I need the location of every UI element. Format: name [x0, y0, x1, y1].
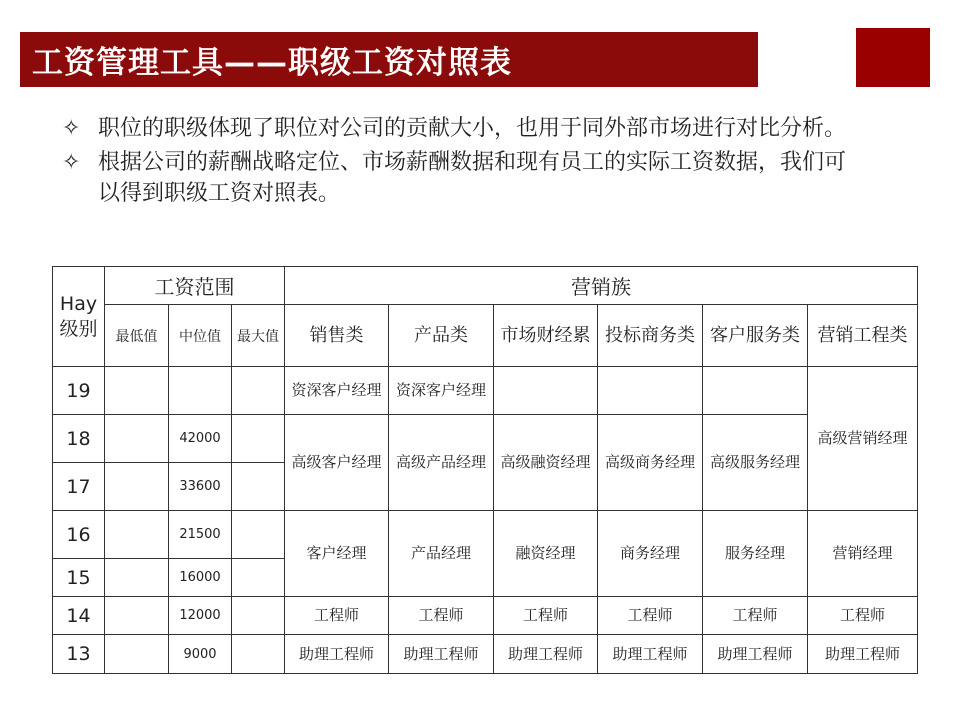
salary-grade-table — [52, 266, 918, 674]
role-cell: 工程师 — [808, 597, 918, 635]
min-cell — [105, 511, 169, 559]
max-cell — [232, 635, 285, 674]
mid-cell: 16000 — [169, 559, 232, 597]
bullet-item — [62, 147, 862, 209]
role-cell: 工程师 — [285, 597, 389, 635]
min-cell — [105, 597, 169, 635]
role-cell: 工程师 — [598, 597, 703, 635]
level-cell: 19 — [53, 367, 105, 415]
mid-cell: 21500 — [169, 511, 232, 559]
table-row — [53, 597, 918, 635]
max-cell — [232, 367, 285, 415]
max-cell — [232, 511, 285, 559]
role-cell: 高级融资经理 — [494, 415, 598, 511]
role-cell: 高级商务经理 — [598, 415, 703, 511]
level-cell: 18 — [53, 415, 105, 463]
role-cell: 商务经理 — [598, 511, 703, 597]
level-cell: 17 — [53, 463, 105, 511]
role-cell: 产品经理 — [389, 511, 494, 597]
min-cell — [105, 635, 169, 674]
role-cell: 工程师 — [494, 597, 598, 635]
level-cell: 14 — [53, 597, 105, 635]
role-cell: 资深客户经理 — [285, 367, 389, 415]
level-cell: 15 — [53, 559, 105, 597]
role-cell: 助理工程师 — [703, 635, 808, 674]
mid-cell: 33600 — [169, 463, 232, 511]
role-cell: 融资经理 — [494, 511, 598, 597]
decorative-square — [856, 28, 930, 87]
title-bar — [20, 32, 758, 87]
bullet-item — [62, 113, 862, 144]
role-cell: 助理工程师 — [285, 635, 389, 674]
min-cell — [105, 367, 169, 415]
role-cell: 工程师 — [703, 597, 808, 635]
role-cell: 客户经理 — [285, 511, 389, 597]
mid-cell — [169, 367, 232, 415]
diamond-star-icon: ✧ — [62, 116, 81, 141]
role-cell: 资深客户经理 — [389, 367, 494, 415]
category-header: 客户服务类 — [703, 305, 808, 367]
bullet-text: 职位的职级体现了职位对公司的贡献大小，也用于同外部市场进行对比分析。 — [98, 116, 847, 141]
role-cell: 助理工程师 — [389, 635, 494, 674]
role-cell — [598, 367, 703, 415]
max-cell — [232, 415, 285, 463]
page-title: 工资管理工具——职级工资对照表 — [32, 45, 512, 81]
max-header: 最大值 — [232, 305, 285, 367]
role-cell: 高级产品经理 — [389, 415, 494, 511]
role-cell: 营销经理 — [808, 511, 918, 597]
job-family-header: 营销族 — [285, 267, 918, 305]
role-cell: 助理工程师 — [598, 635, 703, 674]
role-cell — [703, 367, 808, 415]
max-cell — [232, 463, 285, 511]
level-cell: 13 — [53, 635, 105, 674]
table-row — [53, 415, 918, 463]
min-cell — [105, 415, 169, 463]
role-cell: 助理工程师 — [808, 635, 918, 674]
mid-cell: 42000 — [169, 415, 232, 463]
category-header: 销售类 — [285, 305, 389, 367]
role-cell: 高级客户经理 — [285, 415, 389, 511]
max-cell — [232, 559, 285, 597]
role-cell: 服务经理 — [703, 511, 808, 597]
role-cell: 工程师 — [389, 597, 494, 635]
salary-range-header: 工资范围 — [105, 267, 285, 305]
bullet-text: 根据公司的薪酬战略定位、市场薪酬数据和现有员工的实际工资数据，我们可以得到职级工资对照表。 — [98, 150, 847, 206]
role-cell — [494, 367, 598, 415]
role-cell: 高级服务经理 — [703, 415, 808, 511]
category-header: 投标商务类 — [598, 305, 703, 367]
category-header: 营销工程类 — [808, 305, 918, 367]
diamond-star-icon: ✧ — [62, 150, 81, 175]
level-cell: 16 — [53, 511, 105, 559]
role-cell: 助理工程师 — [494, 635, 598, 674]
category-header: 产品类 — [389, 305, 494, 367]
role-cell: 高级营销经理 — [808, 367, 918, 511]
category-header: 市场财经累 — [494, 305, 598, 367]
mid-header: 中位值 — [169, 305, 232, 367]
header-row — [53, 267, 918, 305]
table-row — [53, 635, 918, 674]
bullet-list — [62, 113, 862, 212]
min-cell — [105, 559, 169, 597]
subheader-row — [53, 305, 918, 367]
table-row — [53, 511, 918, 559]
table-row — [53, 367, 918, 415]
hay-level-header: Hay级别 — [53, 267, 105, 367]
min-header: 最低值 — [105, 305, 169, 367]
mid-cell: 9000 — [169, 635, 232, 674]
max-cell — [232, 597, 285, 635]
min-cell — [105, 463, 169, 511]
mid-cell: 12000 — [169, 597, 232, 635]
